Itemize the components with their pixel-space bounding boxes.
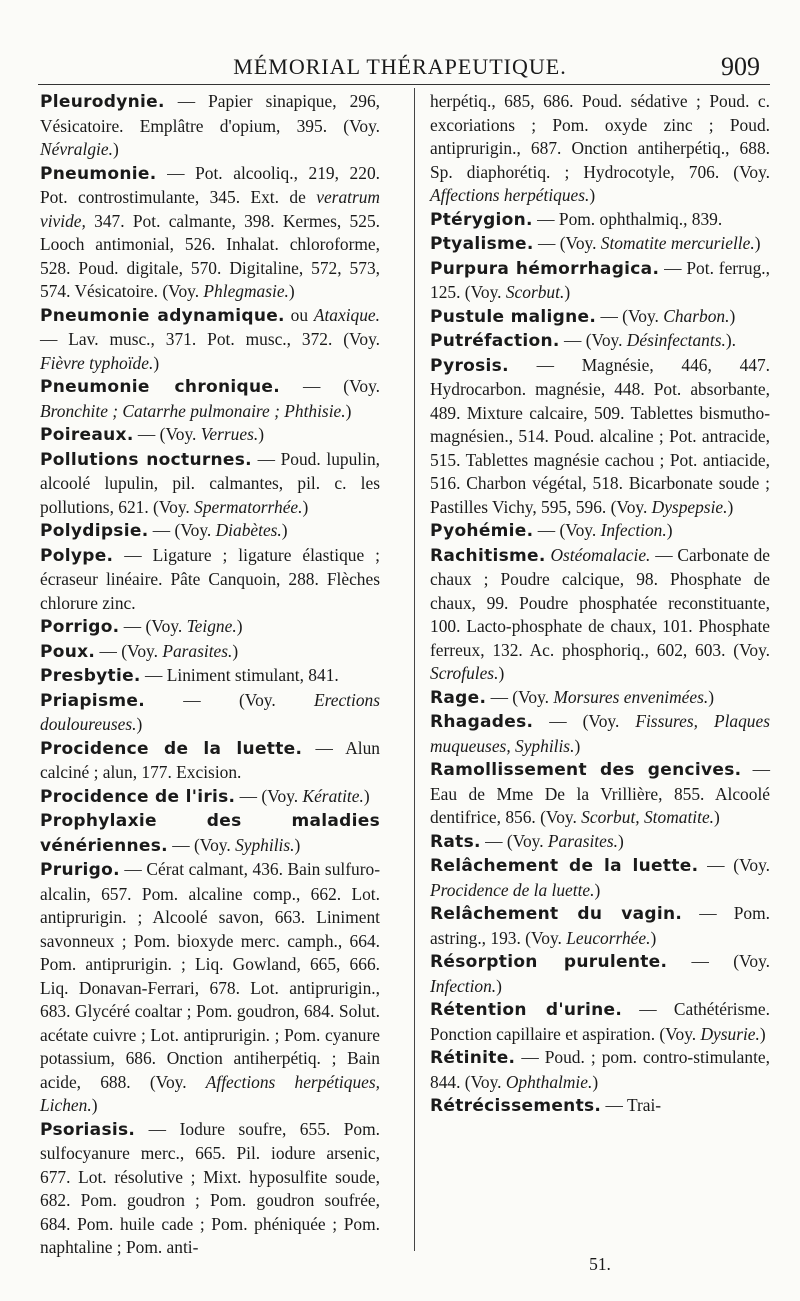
entry-headword: Putréfaction.: [430, 331, 560, 351]
entry-headword: Procidence de l'iris.: [40, 786, 236, 807]
dictionary-entry: [40, 162, 380, 304]
entry-crossref: veratrum vivide,: [40, 187, 380, 231]
entry-text: ou: [284, 304, 314, 325]
entry-crossref: Diabètes.: [215, 520, 282, 540]
entry-text: ): [727, 496, 734, 517]
entry-crossref: Dysurie.: [700, 1023, 760, 1044]
entry-crossref: Leucorrhée.: [566, 927, 651, 948]
entry-text: ): [363, 785, 370, 806]
entry-text: — Poud. ; pom. contro-stimulante, 844. (Voy.: [430, 1047, 770, 1092]
entry-text: — Pot. ferrug., 125. (Voy.: [430, 257, 770, 302]
entry-crossref: Désinfectants.: [626, 330, 726, 350]
entry-headword: Rétinite.: [430, 1048, 516, 1068]
entry-text: ): [302, 496, 309, 517]
entry-text: ): [112, 139, 119, 159]
entry-crossref: Phlegmasie.: [203, 281, 289, 301]
entry-crossref: Teigne.: [186, 616, 237, 636]
entry-text: ): [345, 400, 352, 421]
entry-text: ): [294, 834, 301, 855]
entry-text: — (Voy.: [480, 830, 548, 851]
entry-headword: Rétrécissements.: [430, 1096, 602, 1116]
entry-text: ): [714, 807, 720, 827]
entry-headword: Pollutions nocturnes.: [40, 449, 252, 470]
entry-headword: Poux.: [40, 641, 96, 662]
entry-crossref: Ataxique.: [313, 304, 380, 325]
entry-crossref: Verrues.: [200, 424, 259, 444]
page-number: 909: [721, 52, 760, 81]
entry-crossref: Ostéomalacie.: [550, 544, 651, 565]
entry-text: — (Voy.: [486, 686, 554, 707]
entry-crossref: Procidence de la luette.: [430, 879, 595, 900]
entry-text: ).: [725, 330, 736, 350]
entry-text: ): [617, 830, 624, 851]
entry-text: ): [232, 640, 239, 661]
entry-text: ): [281, 520, 288, 540]
entry-headword: Rachitisme.: [430, 545, 546, 566]
entry-headword: Pyrosis.: [430, 355, 509, 376]
entry-text: ): [594, 879, 601, 900]
dictionary-entry: [430, 329, 770, 354]
entry-headword: Presbytie.: [40, 666, 141, 686]
entry-text: — Pot. alcooliq., 219, 220. Pot. controstimulante, 345. Ext. de: [40, 162, 380, 207]
entry-headword: Ptyalisme.: [430, 234, 534, 254]
entry-headword: Pyohémie.: [430, 521, 534, 541]
signature-mark: 51.: [589, 1254, 611, 1274]
dictionary-entry: [430, 305, 770, 330]
dictionary-entry: [430, 902, 770, 950]
entry-text: — (Voy.: [698, 855, 770, 875]
entry-headword: Ramollissement des gencives.: [430, 760, 742, 780]
entry-text: — (Voy.: [148, 520, 216, 540]
entry-text: — Papier sinapique, 296, Vésicatoire. Emplâtre d'opium, 395. (Voy.: [40, 91, 380, 136]
entry-headword: Relâchement de la luette.: [430, 856, 699, 876]
entry-text: ): [153, 352, 160, 373]
dictionary-entry: [40, 640, 380, 665]
entry-text: ): [666, 520, 673, 540]
entry-text: — Magnésie, 446, 447. Hydrocarbon. magnésie, 448. Pot. absorbante, 489. Mixture calcaire, 509. Tablettes bismutho-magnésien., 514. Poud. alcaline ; Pot. antracide, 515. Tablettes magnésie cachou ; Pot. antiacide, 516. Charbon végétal, 518. Bicarbonate soude ; Pastilles Vichy, 595, 596. (Voy.: [430, 354, 770, 517]
entry-crossref: Fissures, Plaques muqueuses, Syphilis.: [430, 711, 770, 756]
entry-headword: Porrigo.: [40, 617, 120, 637]
entry-text: ): [759, 1023, 766, 1044]
dictionary-entry: [40, 737, 380, 785]
entry-text: — Iodure soufre, 655. Pom. sulfocyanure merc., 665. Pil. iodure arsenic, 677. Lot. résolutive ; Mixt. hyposulfite soude, 682. Pom. goudron ; Pom. goudron soufrée, 684. Pom. huile cade ; Pom. phéniquée ; Pom. naphtaline ; Pom. anti-: [40, 1118, 380, 1257]
entry-text: ): [754, 233, 761, 253]
entry-text: herpétiq., 685, 686. Poud. sédative ; Poud. c. excoriations ; Pom. oxyde zinc ; Poud. antiprurigin., 687. Onction antiherpétiq., 688. Sp. diaphorétiq. ; Hydrocotyle, 706. (Voy.: [430, 91, 770, 182]
entry-text: 347. Pot. calmante, 398. Kermes, 525. Looch antimonial, 526. Inhalat. chloroforme, 528. Poud. digitale, 570. Digitaline, 572, 573, 574. Vésicatoire. (Voy.: [40, 210, 380, 301]
entry-crossref: Spermatorrhée.: [194, 496, 303, 517]
entry-crossref: Stomatite mercurielle.: [600, 233, 755, 253]
dictionary-entry: [430, 686, 770, 711]
header-rule: [38, 84, 770, 85]
entry-crossref: Syphilis.: [235, 834, 295, 855]
entry-crossref: Infection.: [430, 975, 497, 996]
entry-crossref: Parasites.: [162, 640, 233, 661]
dictionary-entry: [430, 758, 770, 830]
entry-text: — (Voy.: [144, 689, 314, 710]
dictionary-entry: [40, 689, 380, 737]
entry-text: — (Voy.: [559, 330, 627, 350]
dictionary-entry: [430, 544, 770, 686]
entry-headword: Procidence de la luette.: [40, 738, 303, 759]
entry-text: — (Voy.: [95, 640, 163, 661]
dictionary-entry: [430, 854, 770, 902]
entry-text: — (Voy.: [119, 616, 187, 636]
dictionary-entry: [430, 232, 770, 257]
dictionary-entry: [40, 1118, 380, 1260]
entry-headword: Relâchement du vagin.: [430, 904, 683, 924]
dictionary-entry: [40, 664, 380, 689]
entry-crossref: Ophthalmie.: [505, 1071, 593, 1092]
entry-headword: Rats.: [430, 831, 481, 852]
entry-crossref: Dyspepsie.: [651, 496, 728, 517]
entry-text: — (Voy.: [533, 520, 601, 540]
entry-headword: Poireaux.: [40, 425, 134, 445]
entry-text: — (Voy.: [280, 376, 380, 396]
entry-text: — (Voy.: [235, 785, 303, 806]
dictionary-entry: [40, 615, 380, 640]
dictionary-entry: [430, 208, 770, 233]
dictionary-entry: [40, 519, 380, 544]
entry-text: — (Voy.: [133, 424, 201, 444]
entry-text: — Carbonate de chaux ; Poudre calcique, 98. Phosphate de chaux, 99. Poudre phosphatée reconstituante, 100. Lacto-phosphate de chaux, 101. Phosphate ferreux, 132. Ac. phosphoriq., 602, 603. (Voy.: [430, 544, 770, 660]
entry-headword: Rétention d'urine.: [430, 1000, 623, 1020]
dictionary-entry: [40, 304, 380, 376]
left-column: [40, 90, 380, 1260]
running-title: MÉMORIAL THÉRAPEUTIQUE.: [233, 54, 567, 79]
entry-text: — (Voy.: [533, 233, 601, 253]
entry-headword: Priapisme.: [40, 690, 145, 711]
entry-text: ): [592, 1071, 599, 1092]
entry-crossref: Morsures envenimées.: [553, 686, 709, 707]
column-divider: [414, 88, 415, 1251]
entry-headword: Pneumonie chronique.: [40, 377, 280, 397]
entry-text: ): [258, 424, 265, 444]
entry-crossref: Kératite.: [302, 785, 364, 806]
entry-text: — Poud. lupulin, alcoolé lupulin, pil. calmantes, pil. c. les pollutions, 621. (Voy.: [40, 448, 380, 517]
entry-text: ): [564, 282, 571, 302]
entry-crossref: Charbon.: [663, 305, 730, 326]
dictionary-entry: [430, 519, 770, 544]
entry-crossref: Infection.: [600, 520, 667, 540]
entry-text: ): [91, 1095, 98, 1115]
entry-crossref: Bronchite ; Catarrhe pulmonaire ; Phthisie.: [40, 400, 346, 421]
entry-headword: Pustule maligne.: [430, 306, 597, 327]
entry-text: — Liniment stimulant, 841.: [140, 665, 339, 685]
dictionary-entry: [430, 998, 770, 1046]
dictionary-entry: [430, 950, 770, 998]
entry-text: — (Voy.: [533, 711, 636, 731]
entry-text: — (Voy.: [667, 951, 770, 971]
dictionary-entry: [40, 544, 380, 616]
dictionary-entry: [40, 858, 380, 1118]
entry-text: — Ligature ; ligature élastique ; écraseur linéaire. Pâte Canquoin, 288. Flèches chlorure zinc.: [40, 544, 380, 613]
entry-crossref: Scrofules.: [430, 663, 499, 683]
entry-crossref: Fièvre typhoïde.: [40, 352, 154, 373]
entry-text: ): [708, 686, 715, 707]
entry-text: — (Voy.: [596, 305, 664, 326]
entry-text: — Trai-: [601, 1095, 662, 1115]
entry-headword: Psoriasis.: [40, 1119, 136, 1140]
dictionary-entry: [430, 830, 770, 855]
entry-text: — (Voy.: [167, 834, 236, 855]
entry-text: — Pom. astring., 193. (Voy.: [430, 903, 771, 948]
dictionary-entry: [40, 423, 380, 448]
entry-text: ): [729, 305, 736, 326]
entry-crossref: Scorbut, Stomatite.: [581, 807, 715, 827]
entry-headword: Pneumonie adynamique.: [40, 305, 285, 326]
entry-text: — Pom. ophthalmiq., 839.: [532, 208, 723, 229]
right-column: [430, 90, 770, 1119]
dictionary-entry: [40, 448, 380, 520]
entry-text: — Alun calciné ; alun, 177. Excision.: [40, 737, 380, 782]
dictionary-entry: [430, 1094, 770, 1119]
dictionary-entry: [430, 710, 770, 758]
dictionary-entry: [40, 375, 380, 423]
entry-text: ): [498, 663, 505, 683]
entry-text: ): [589, 185, 596, 205]
entry-crossref: Affections herpétiques, Lichen.: [40, 1071, 380, 1115]
entry-headword: Purpura hémorrhagica.: [430, 258, 660, 279]
entry-text: — Cathétérisme. Ponction capillaire et aspiration. (Voy.: [430, 999, 770, 1044]
entry-crossref: Erections douloureuses.: [40, 689, 380, 734]
dictionary-entry: [430, 1046, 770, 1094]
entry-headword: Polydipsie.: [40, 521, 149, 541]
dictionary-entry: [40, 809, 380, 858]
entry-text: ): [496, 975, 502, 996]
entry-headword: Rage.: [430, 687, 487, 708]
entry-text: ): [650, 927, 657, 948]
entry-headword: Ptérygion.: [430, 209, 533, 230]
entry-headword: Prophylaxie des maladies vénériennes.: [40, 811, 380, 856]
entry-text: ): [574, 735, 581, 756]
entry-text: — Lav. musc., 371. Pot. musc., 372. (Voy.: [40, 329, 380, 349]
entry-text: ): [136, 714, 143, 734]
entry-text: ): [236, 616, 243, 636]
entry-crossref: Scorbut.: [505, 282, 565, 302]
entry-text: — Cérat calmant, 436. Bain sulfuro-alcalin, 657. Pom. alcaline comp., 662. Lot. antiprurigin. ; Alcoolé savon, 663. Liniment savonneux ; Pom. bioxyde merc. camph., 664. Pom. antiprurigin. ; Liq. Gowland, 665, 666. Liq. Donavan-Ferrari, 678. Lot. antiprurigin., 683. Glycéré coaltar ; Pom. goudron, 684. Solut. acétate cuivre ; Lot. antiprurigin. ; Pom. cyanure potassium, 686. Onction antiherpétiq. ; Bain acide, 688. (Voy.: [40, 859, 380, 1092]
entry-headword: Prurigo.: [40, 860, 120, 880]
entry-headword: Polype.: [40, 545, 114, 566]
entry-headword: Pleurodynie.: [40, 92, 165, 112]
entry-headword: Rhagades.: [430, 712, 534, 732]
dictionary-entry: [430, 354, 770, 520]
entry-headword: Pneumonie.: [40, 163, 157, 184]
entry-text: — Eau de Mme De la Vrillière, 855. Alcoolé dentifrice, 856. (Voy.: [430, 759, 770, 827]
entry-crossref: Névralgie.: [40, 139, 113, 159]
entry-text: ): [288, 281, 295, 301]
dictionary-entry: [40, 90, 380, 162]
entry-crossref: Affections herpétiques.: [430, 185, 590, 205]
dictionary-entry: [430, 90, 770, 208]
dictionary-entry: [430, 257, 770, 305]
entry-headword: Résorption purulente.: [430, 952, 668, 972]
entry-crossref: Parasites.: [547, 830, 618, 851]
dictionary-entry: [40, 785, 380, 810]
